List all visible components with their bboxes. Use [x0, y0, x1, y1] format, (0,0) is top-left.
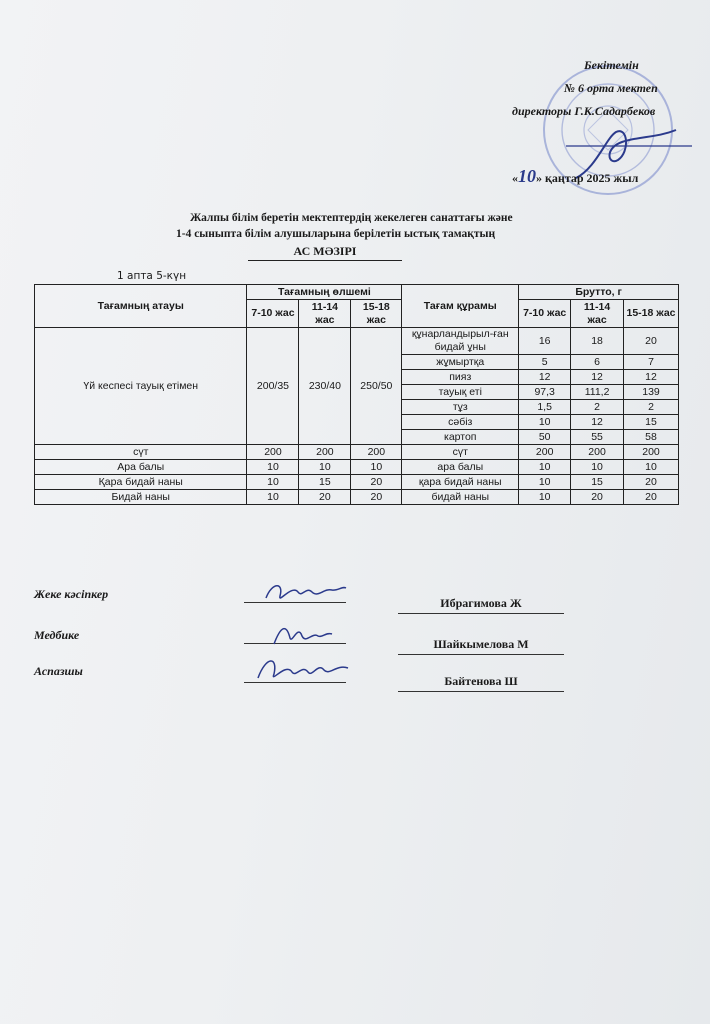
ingredient-name: құнарландырыл-ған бидай ұны	[402, 328, 519, 355]
row-composition: қара бидай наны	[402, 475, 519, 490]
row-portion: 20	[351, 475, 402, 490]
row-portion: 20	[299, 490, 351, 505]
row-dish-name: Бидай наны	[35, 490, 247, 505]
role-cook: Аспазшы	[34, 664, 83, 678]
ingredient-name: тауық еті	[402, 385, 519, 400]
cook-signature	[252, 652, 352, 686]
date-day: 10	[518, 166, 536, 186]
row-brutto: 20	[624, 475, 679, 490]
row-brutto: 10	[571, 460, 624, 475]
heading-line-1: Жалпы білім беретін мектептердің жекелеген санаттағы және	[190, 212, 513, 224]
row-composition: бидай наны	[402, 490, 519, 505]
row-brutto: 200	[624, 445, 679, 460]
row-composition: сүт	[402, 445, 519, 460]
week-day-label: 1 апта 5-күн	[117, 270, 187, 282]
row-brutto: 10	[624, 460, 679, 475]
header-brutto-age-7-10: 7-10 жас	[519, 300, 571, 328]
ingredient-brutto: 139	[624, 385, 679, 400]
row-dish-name: сүт	[35, 445, 247, 460]
table-row	[35, 460, 679, 475]
dish-portion-7-10: 200/35	[247, 328, 299, 445]
ingredient-brutto: 16	[519, 328, 571, 355]
row-brutto: 200	[519, 445, 571, 460]
row-portion: 10	[351, 460, 402, 475]
ingredient-name: жұмыртқа	[402, 355, 519, 370]
ingredient-brutto: 12	[571, 415, 624, 430]
row-brutto: 20	[571, 490, 624, 505]
ingredient-brutto: 10	[519, 415, 571, 430]
row-portion: 20	[351, 490, 402, 505]
ingredient-name: картоп	[402, 430, 519, 445]
header-age-11-14: 11-14 жас	[299, 300, 351, 328]
role-nurse: Медбике	[34, 628, 80, 642]
ingredient-brutto: 2	[571, 400, 624, 415]
heading-line-2: 1-4 сыныпта білім алушыларына берілетін ыстық тамақтың	[176, 228, 496, 240]
ingredient-brutto: 12	[571, 370, 624, 385]
row-dish-name: Ара балы	[35, 460, 247, 475]
header-brutto-age-15-18: 15-18 жас	[624, 300, 679, 328]
ingredient-brutto: 5	[519, 355, 571, 370]
ingredient-brutto: 55	[571, 430, 624, 445]
ingredient-brutto: 18	[571, 328, 624, 355]
row-portion: 200	[299, 445, 351, 460]
menu-table	[34, 284, 679, 505]
table-row	[35, 445, 679, 460]
row-portion: 10	[247, 490, 299, 505]
header-age-15-18: 15-18 жас	[351, 300, 402, 328]
dish-portion-11-14: 230/40	[299, 328, 351, 445]
header-brutto: Брутто, г	[519, 285, 679, 300]
dish-portion-15-18: 250/50	[351, 328, 402, 445]
table-row	[35, 475, 679, 490]
header-dish-name: Тағамның атауы	[35, 285, 247, 328]
ingredient-name: сәбіз	[402, 415, 519, 430]
approve-line-3: директоры Г.К.Садарбеков	[512, 104, 656, 118]
ingredient-brutto: 15	[624, 415, 679, 430]
ingredient-brutto: 6	[571, 355, 624, 370]
ingredient-brutto: 58	[624, 430, 679, 445]
row-portion: 10	[299, 460, 351, 475]
row-portion: 10	[247, 460, 299, 475]
ingredient-brutto: 7	[624, 355, 679, 370]
row-composition: ара балы	[402, 460, 519, 475]
approve-line-1: Бекітемін	[584, 58, 639, 72]
header-brutto-age-11-14: 11-14 жас	[571, 300, 624, 328]
row-brutto: 10	[519, 460, 571, 475]
ingredient-name: тұз	[402, 400, 519, 415]
approval-date: «10» қаңтар 2025 жыл	[512, 166, 639, 186]
approve-line-2: № 6 орта мектеп	[564, 81, 658, 95]
row-brutto: 10	[519, 490, 571, 505]
row-dish-name: Қара бидай наны	[35, 475, 247, 490]
header-age-7-10: 7-10 жас	[247, 300, 299, 328]
nurse-name: Шайкымелова М	[398, 637, 564, 655]
row-portion: 200	[247, 445, 299, 460]
nurse-signature	[270, 618, 340, 648]
ingredient-brutto: 1,5	[519, 400, 571, 415]
role-entrepreneur: Жеке кәсіпкер	[34, 587, 109, 601]
row-brutto: 200	[571, 445, 624, 460]
ingredient-brutto: 20	[624, 328, 679, 355]
ingredient-name: пияз	[402, 370, 519, 385]
header-composition: Тағам құрамы	[402, 285, 519, 328]
row-portion: 200	[351, 445, 402, 460]
row-brutto: 15	[571, 475, 624, 490]
ingredient-brutto: 50	[519, 430, 571, 445]
row-brutto: 10	[519, 475, 571, 490]
ingredient-brutto: 12	[519, 370, 571, 385]
ingredient-brutto: 2	[624, 400, 679, 415]
ingredient-brutto: 111,2	[571, 385, 624, 400]
ingredient-brutto: 97,3	[519, 385, 571, 400]
cook-name: Байтенова Ш	[398, 674, 564, 692]
row-portion: 10	[247, 475, 299, 490]
ingredient-brutto: 12	[624, 370, 679, 385]
table-row	[35, 490, 679, 505]
entrepreneur-name: Ибрагимова Ж	[398, 596, 564, 614]
header-portion: Тағамның өлшемі	[247, 285, 402, 300]
dish-name: Үй кеспесі тауық етімен	[35, 328, 247, 445]
menu-title: АС МӘЗІРІ	[248, 244, 402, 261]
date-month-year: қаңтар 2025 жыл	[545, 171, 639, 185]
entrepreneur-signature	[262, 578, 348, 608]
row-portion: 15	[299, 475, 351, 490]
row-brutto: 20	[624, 490, 679, 505]
